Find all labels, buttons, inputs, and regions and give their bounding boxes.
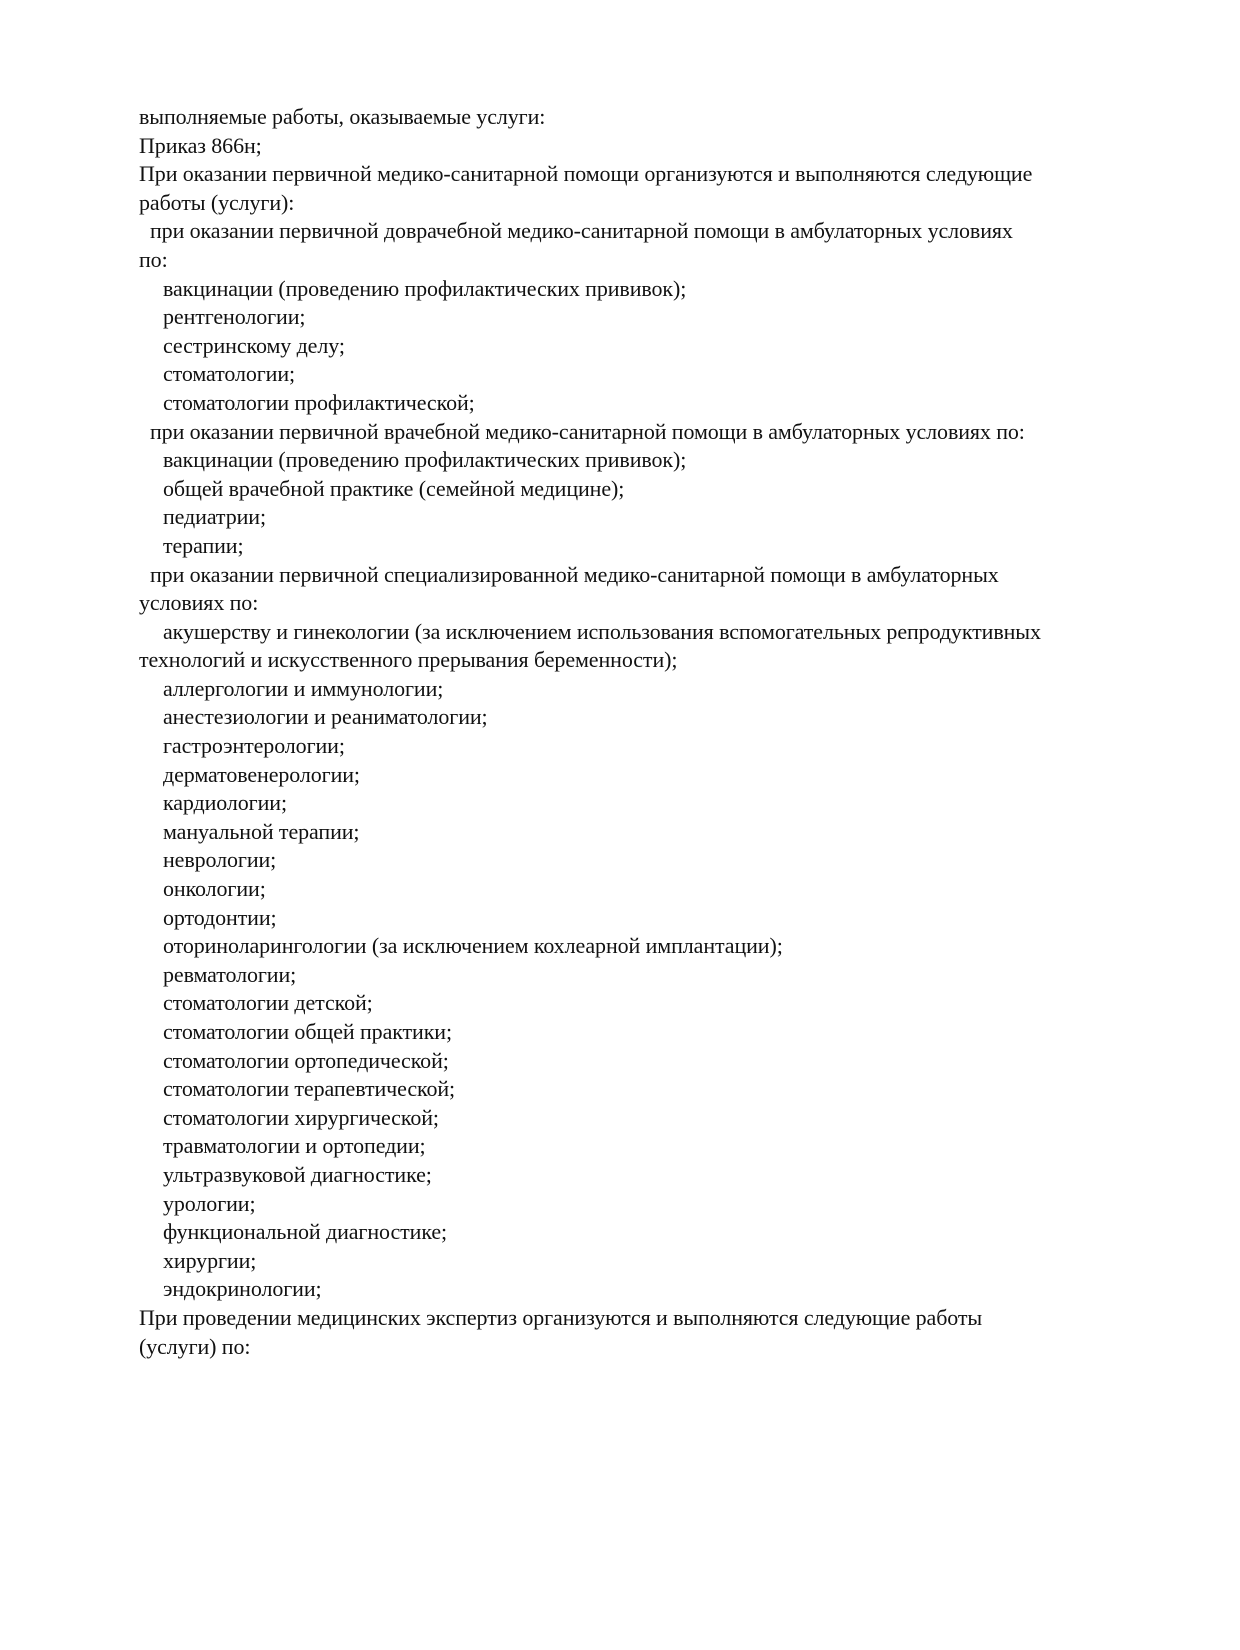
text-line: условиях по: xyxy=(139,590,259,616)
list-item: педиатрии; xyxy=(163,504,266,530)
list-item: акушерству и гинекологии (за исключением использования вспомогательных репродуктивных xyxy=(163,618,1041,644)
text-line: технологий и искусственного прерывания беременности); xyxy=(139,647,678,673)
list-item: травматологии и ортопедии; xyxy=(163,1133,426,1159)
list-item: стоматологии; xyxy=(163,361,296,387)
list-item: мануальной терапии; xyxy=(163,818,360,844)
text-line: работы (услуги): xyxy=(139,189,295,215)
list-item: стоматологии детской; xyxy=(163,990,373,1016)
list-item: аллергологии и иммунологии; xyxy=(163,675,444,701)
list-item: анестезиологии и реаниматологии; xyxy=(163,704,488,730)
list-item: вакцинации (проведению профилактических прививок); xyxy=(163,275,687,301)
document-page xyxy=(139,103,1129,1361)
list-item: ортодонтии; xyxy=(163,904,277,930)
list-item: стоматологии ортопедической; xyxy=(163,1047,449,1073)
list-item: ревматологии; xyxy=(163,961,297,987)
list-item: вакцинации (проведению профилактических прививок); xyxy=(163,447,687,473)
list-item: кардиологии; xyxy=(163,790,287,816)
text-line: (услуги) по: xyxy=(139,1333,251,1359)
text-line: При оказании первичной медико-санитарной помощи организуются и выполняются следующие xyxy=(139,161,1033,187)
text-line: При проведении медицинских экспертиз организуются и выполняются следующие работы xyxy=(139,1304,983,1330)
list-item: стоматологии хирургической; xyxy=(163,1104,439,1130)
text-line: по: xyxy=(139,246,168,272)
list-item: урологии; xyxy=(163,1190,256,1216)
list-item: стоматологии общей практики; xyxy=(163,1019,452,1044)
list-item: стоматологии терапевтической; xyxy=(163,1076,456,1102)
list-item: ультразвуковой диагностике; xyxy=(163,1161,432,1187)
list-item: рентгенологии; xyxy=(163,304,306,330)
list-item: дерматовенерологии; xyxy=(163,761,360,787)
section-subheading: при оказании первичной доврачебной медико-санитарной помощи в амбулаторных условиях xyxy=(150,218,1013,244)
text-line: выполняемые работы, оказываемые услуги: xyxy=(139,104,546,129)
list-item: функциональной диагностике; xyxy=(163,1219,448,1245)
list-item: гастроэнтерологии; xyxy=(163,733,345,759)
list-item: онкологии; xyxy=(163,876,266,902)
list-item: общей врачебной практике (семейной медицине); xyxy=(163,475,625,501)
section-subheading: при оказании первичной специализированной медико-санитарной помощи в амбулаторных xyxy=(150,561,999,587)
list-item: неврологии; xyxy=(163,847,277,873)
list-item: сестринскому делу; xyxy=(163,332,345,358)
list-item: терапии; xyxy=(163,532,244,558)
list-item: оториноларингологии (за исключением кохлеарной имплантации); xyxy=(163,933,783,959)
list-item: хирургии; xyxy=(163,1247,257,1273)
list-item: стоматологии профилактической; xyxy=(163,389,475,415)
list-item: эндокринологии; xyxy=(163,1276,322,1302)
text-line: Приказ 866н; xyxy=(139,132,262,158)
section-subheading: при оказании первичной врачебной медико-санитарной помощи в амбулаторных условиях по: xyxy=(150,418,1025,444)
